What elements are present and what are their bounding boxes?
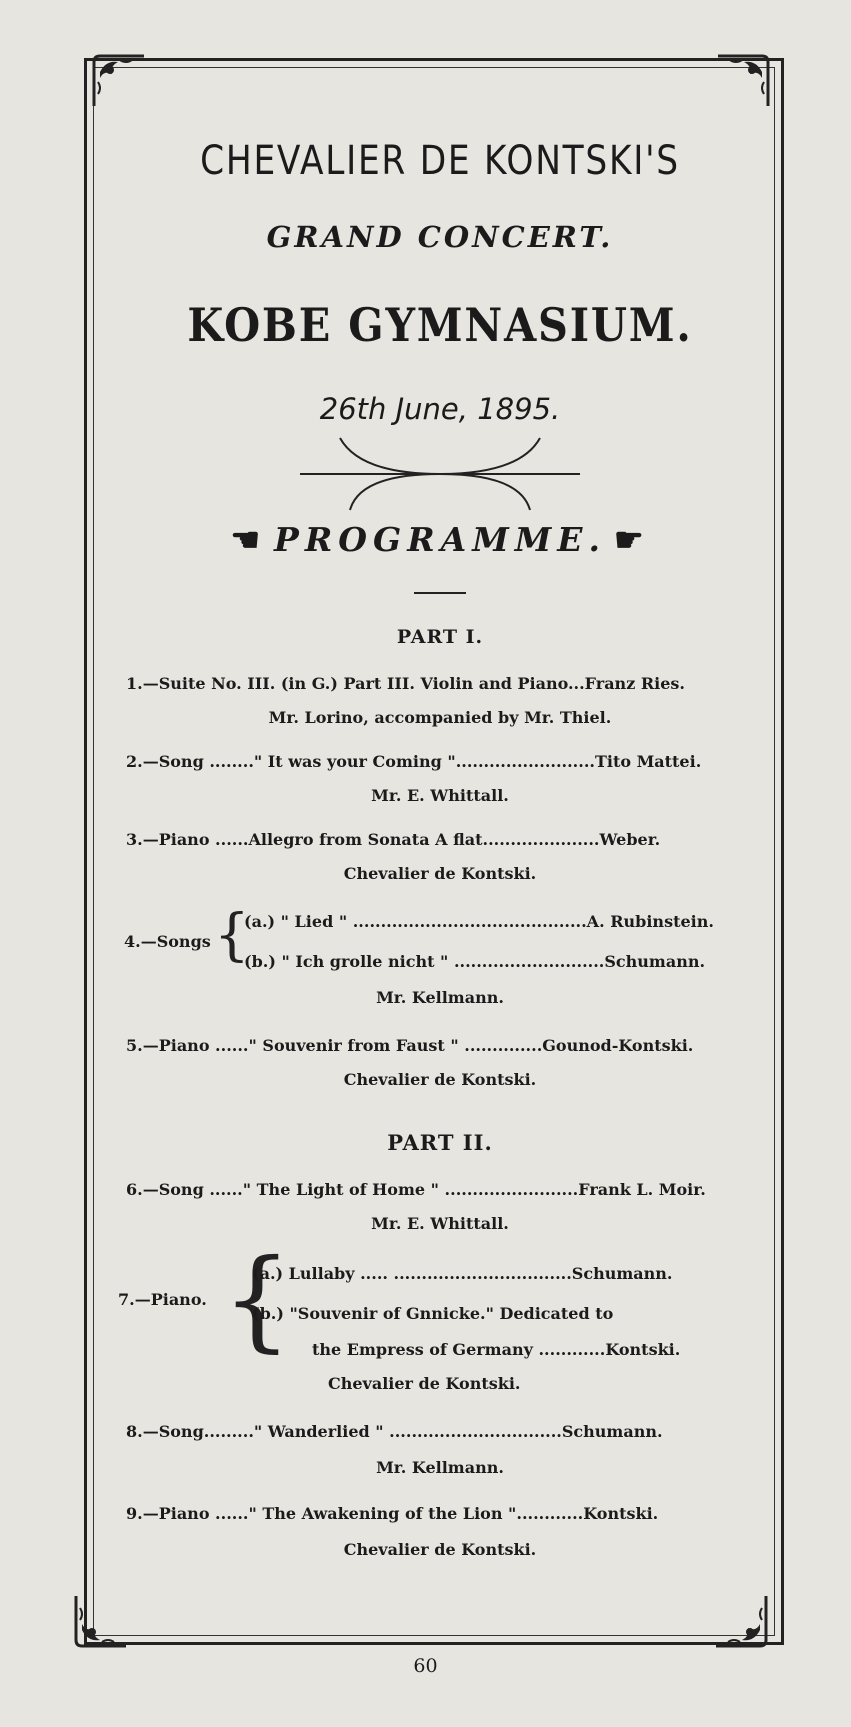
brace-icon: { [214, 903, 250, 968]
programme-heading [100, 520, 780, 559]
short-divider [414, 592, 466, 594]
part-two-title: PART II. [387, 1130, 493, 1155]
performer-line: Chevalier de Kontski. [328, 1374, 521, 1393]
right-fist-icon: ☛ [613, 520, 650, 559]
brace-icon: { [222, 1235, 292, 1363]
programme-item-4a: (a.) " Lied " ..........................................A. Rubinstein. [244, 912, 714, 931]
performer-line: Mr. Kellmann. [376, 988, 504, 1007]
performer-line: Mr. Lorino, accompanied by Mr. Thiel. [268, 708, 612, 727]
performer-line: Chevalier de Kontski. [343, 1540, 537, 1559]
programme-item-4b: (b.) " Ich grolle nicht " ...........................Schumann. [244, 952, 706, 971]
page-number: 60 [413, 1655, 438, 1677]
divider-flourish-icon [300, 434, 580, 514]
performer-line: Chevalier de Kontski. [343, 864, 537, 883]
programme-item-2: 2.—Song ........" It was your Coming ".........................Tito Mattei. [126, 752, 702, 771]
left-fist-icon: ☚ [230, 520, 267, 559]
programme-item-7a: (a.) Lullaby ..... ................................Schumann. [252, 1264, 673, 1283]
programme-item-9: 9.—Piano ......" The Awakening of the Lion "............Kontski. [126, 1504, 659, 1523]
programme-item-7-number: 7.—Piano. [118, 1290, 207, 1309]
heading-performer: CHEVALIER DE KONTSKI'S [200, 138, 680, 184]
programme-label: PROGRAMME. [274, 520, 606, 559]
corner-ornament-icon [714, 52, 772, 110]
part-one-title: PART I. [396, 626, 484, 648]
performer-line: Mr. E. Whittall. [371, 786, 509, 805]
programme-item-7b: (b.) "Souvenir of Gnnicke." Dedicated to [252, 1304, 614, 1323]
performer-line: Mr. E. Whittall. [371, 1214, 509, 1233]
programme-item-4-number: 4.—Songs [124, 932, 211, 951]
programme-item-3: 3.—Piano ......Allegro from Sonata A flat.....................Weber. [126, 830, 661, 849]
corner-ornament-icon [712, 1592, 770, 1650]
page-border [84, 58, 784, 1645]
programme-item-5: 5.—Piano ......" Souvenir from Faust " ..............Gounod-Kontski. [126, 1036, 694, 1055]
corner-ornament-icon [72, 1592, 130, 1650]
heading-event: GRAND CONCERT. [266, 220, 614, 254]
performer-line: Mr. Kellmann. [376, 1458, 504, 1477]
programme-item-6: 6.—Song ......" The Light of Home " ........................Frank L. Moir. [126, 1180, 706, 1199]
heading-venue: KOBE GYMNASIUM. [187, 298, 693, 352]
performer-line: Chevalier de Kontski. [343, 1070, 537, 1089]
programme-item-8: 8.—Song........." Wanderlied " ...............................Schumann. [126, 1422, 663, 1441]
programme-item-1: 1.—Suite No. III. (in G.) Part III. Violin and Piano...Franz Ries. [126, 674, 685, 693]
concert-date: 26th June, 1895. [319, 392, 561, 426]
corner-ornament-icon [90, 52, 148, 110]
programme-item-7b-cont: the Empress of Germany ............Kontski. [312, 1340, 681, 1359]
